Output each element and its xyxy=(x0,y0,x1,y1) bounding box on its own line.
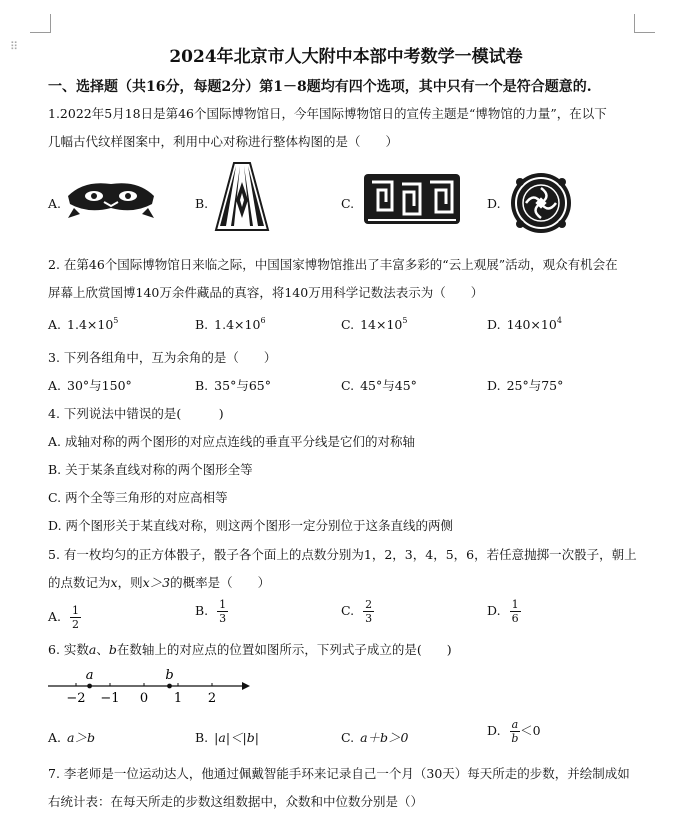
q2-text-line1: 2. 在第46个国际博物馆日来临之际，中国国家博物馆推出了丰富多彩的“云上观展”活动，观众有机会在 xyxy=(48,257,618,272)
q3-text: 3. 下列各组角中，互为余角的是（ ） xyxy=(48,350,277,365)
number-line-tick-label: 0 xyxy=(139,691,149,706)
number-line-tick-label: −2 xyxy=(66,691,86,706)
point-a-label: a xyxy=(85,668,94,683)
q4-option-d[interactable]: D. 两个图形关于某直线对称，则这两个图形一定分别位于这条直线的两侧 xyxy=(48,518,454,533)
q2-option-c[interactable]: C. $14\times 10^5$ xyxy=(341,316,408,332)
q5-text-line1: 5. 有一枚均匀的正方体骰子，骰子各个面上的点数分别为1，2，3，4，5，6，若任意抛掷一次骰子，朝上 xyxy=(48,547,637,562)
q1-option-c-label: C. xyxy=(341,196,355,211)
point-b-marker xyxy=(167,684,172,689)
vase-pattern-image xyxy=(212,160,272,234)
q6-option-a[interactable]: A. a＞b xyxy=(48,730,95,745)
q6-option-d[interactable]: D. $\frac{a}{b}$ ＜0 xyxy=(487,718,541,745)
drag-handle-icon[interactable]: ⠿ xyxy=(10,40,20,53)
q2-options xyxy=(48,316,648,340)
q2-text-line2: 屏幕上欣赏国博140万余件藏品的真容，将140万用科学记数法表示为（ ） xyxy=(48,285,484,300)
page-title: 2024年北京市人大附中本部中考数学一模试卷 xyxy=(169,47,523,67)
q4-text: 4. 下列说法中错误的是( ) xyxy=(48,406,224,421)
q7-text-line1: 7. 李老师是一位运动达人，他通过佩戴智能手环来记录自己一个月（30天）每天所走的步数，并绘制成如 xyxy=(48,766,630,781)
q6-option-b[interactable]: B. |a|＜|b| xyxy=(195,730,259,745)
number-line-tick-label: 1 xyxy=(173,691,183,706)
q1-option-a-label: A. xyxy=(48,196,62,211)
q5-option-a[interactable]: A. $\frac{1}{2}$ xyxy=(48,604,80,631)
q2-option-a[interactable]: A. $1.4\times 10^5$ xyxy=(48,316,119,332)
q6-text: 6. 实数a、b在数轴上的对应点的位置如图所示，下列式子成立的是( ) xyxy=(48,642,452,657)
page-corner-top-right xyxy=(634,14,655,33)
number-line-tick-label: −1 xyxy=(100,691,120,706)
q2-option-d[interactable]: D. $140\times 10^4$ xyxy=(487,316,562,332)
section-heading: 一、选择题（共16分，每题2分）第1－8题均有四个选项，其中只有一个是符合题意的. xyxy=(48,79,592,95)
q1-option-d-label: D. xyxy=(487,196,501,211)
q5-text-line2: 的点数记为x，则x＞3的概率是（ ） xyxy=(48,575,271,590)
number-line-figure xyxy=(46,664,256,710)
number-line-tick-label: 2 xyxy=(207,691,217,706)
q3-option-c[interactable]: C. 45°与45° xyxy=(341,378,417,393)
q7-text-line2: 右统计表：在每天所走的步数这组数据中，众数和中位数分别是（） xyxy=(48,794,424,809)
meander-pattern-image xyxy=(362,170,462,228)
q5-option-c[interactable]: C. $\frac{2}{3}$ xyxy=(341,598,373,625)
point-a-marker xyxy=(87,684,92,689)
q3-option-b[interactable]: B. 35°与65° xyxy=(195,378,271,393)
q1-option-b-label: B. xyxy=(195,196,209,211)
q3-option-a[interactable]: A. 30°与150° xyxy=(48,378,132,393)
q4-option-c[interactable]: C. 两个全等三角形的对应高相等 xyxy=(48,490,228,505)
round-pattern-image xyxy=(506,170,576,236)
q5-option-b[interactable]: B. $\frac{1}{3}$ xyxy=(195,598,227,625)
mask-pattern-image xyxy=(64,174,158,224)
q3-option-d[interactable]: D. 25°与75° xyxy=(487,378,564,393)
number-line-arrow-icon xyxy=(242,682,250,690)
q3-options xyxy=(48,376,648,400)
q4-option-b[interactable]: B. 关于某条直线对称的两个图形全等 xyxy=(48,462,253,477)
q1-text-line2: 几幅古代纹样图案中，利用中心对称进行整体构图的是（ ） xyxy=(48,134,399,149)
q4-option-a[interactable]: A. 成轴对称的两个图形的对应点连线的垂直平分线是它们的对称轴 xyxy=(48,434,415,449)
q1-text-line1: 1.2022年5月18日是第46个国际博物馆日，今年国际博物馆日的宣传主题是“博物馆的力量”，在以下 xyxy=(48,106,607,121)
point-b-label: b xyxy=(165,668,174,683)
q5-option-d[interactable]: D. $\frac{1}{6}$ xyxy=(487,598,519,625)
q6-options xyxy=(48,718,648,754)
q5-options xyxy=(48,598,648,632)
q6-option-c[interactable]: C. a＋b＞0 xyxy=(341,730,409,745)
q2-option-b[interactable]: B. $1.4\times 10^6$ xyxy=(195,316,266,332)
page-corner-top-left xyxy=(30,14,51,33)
